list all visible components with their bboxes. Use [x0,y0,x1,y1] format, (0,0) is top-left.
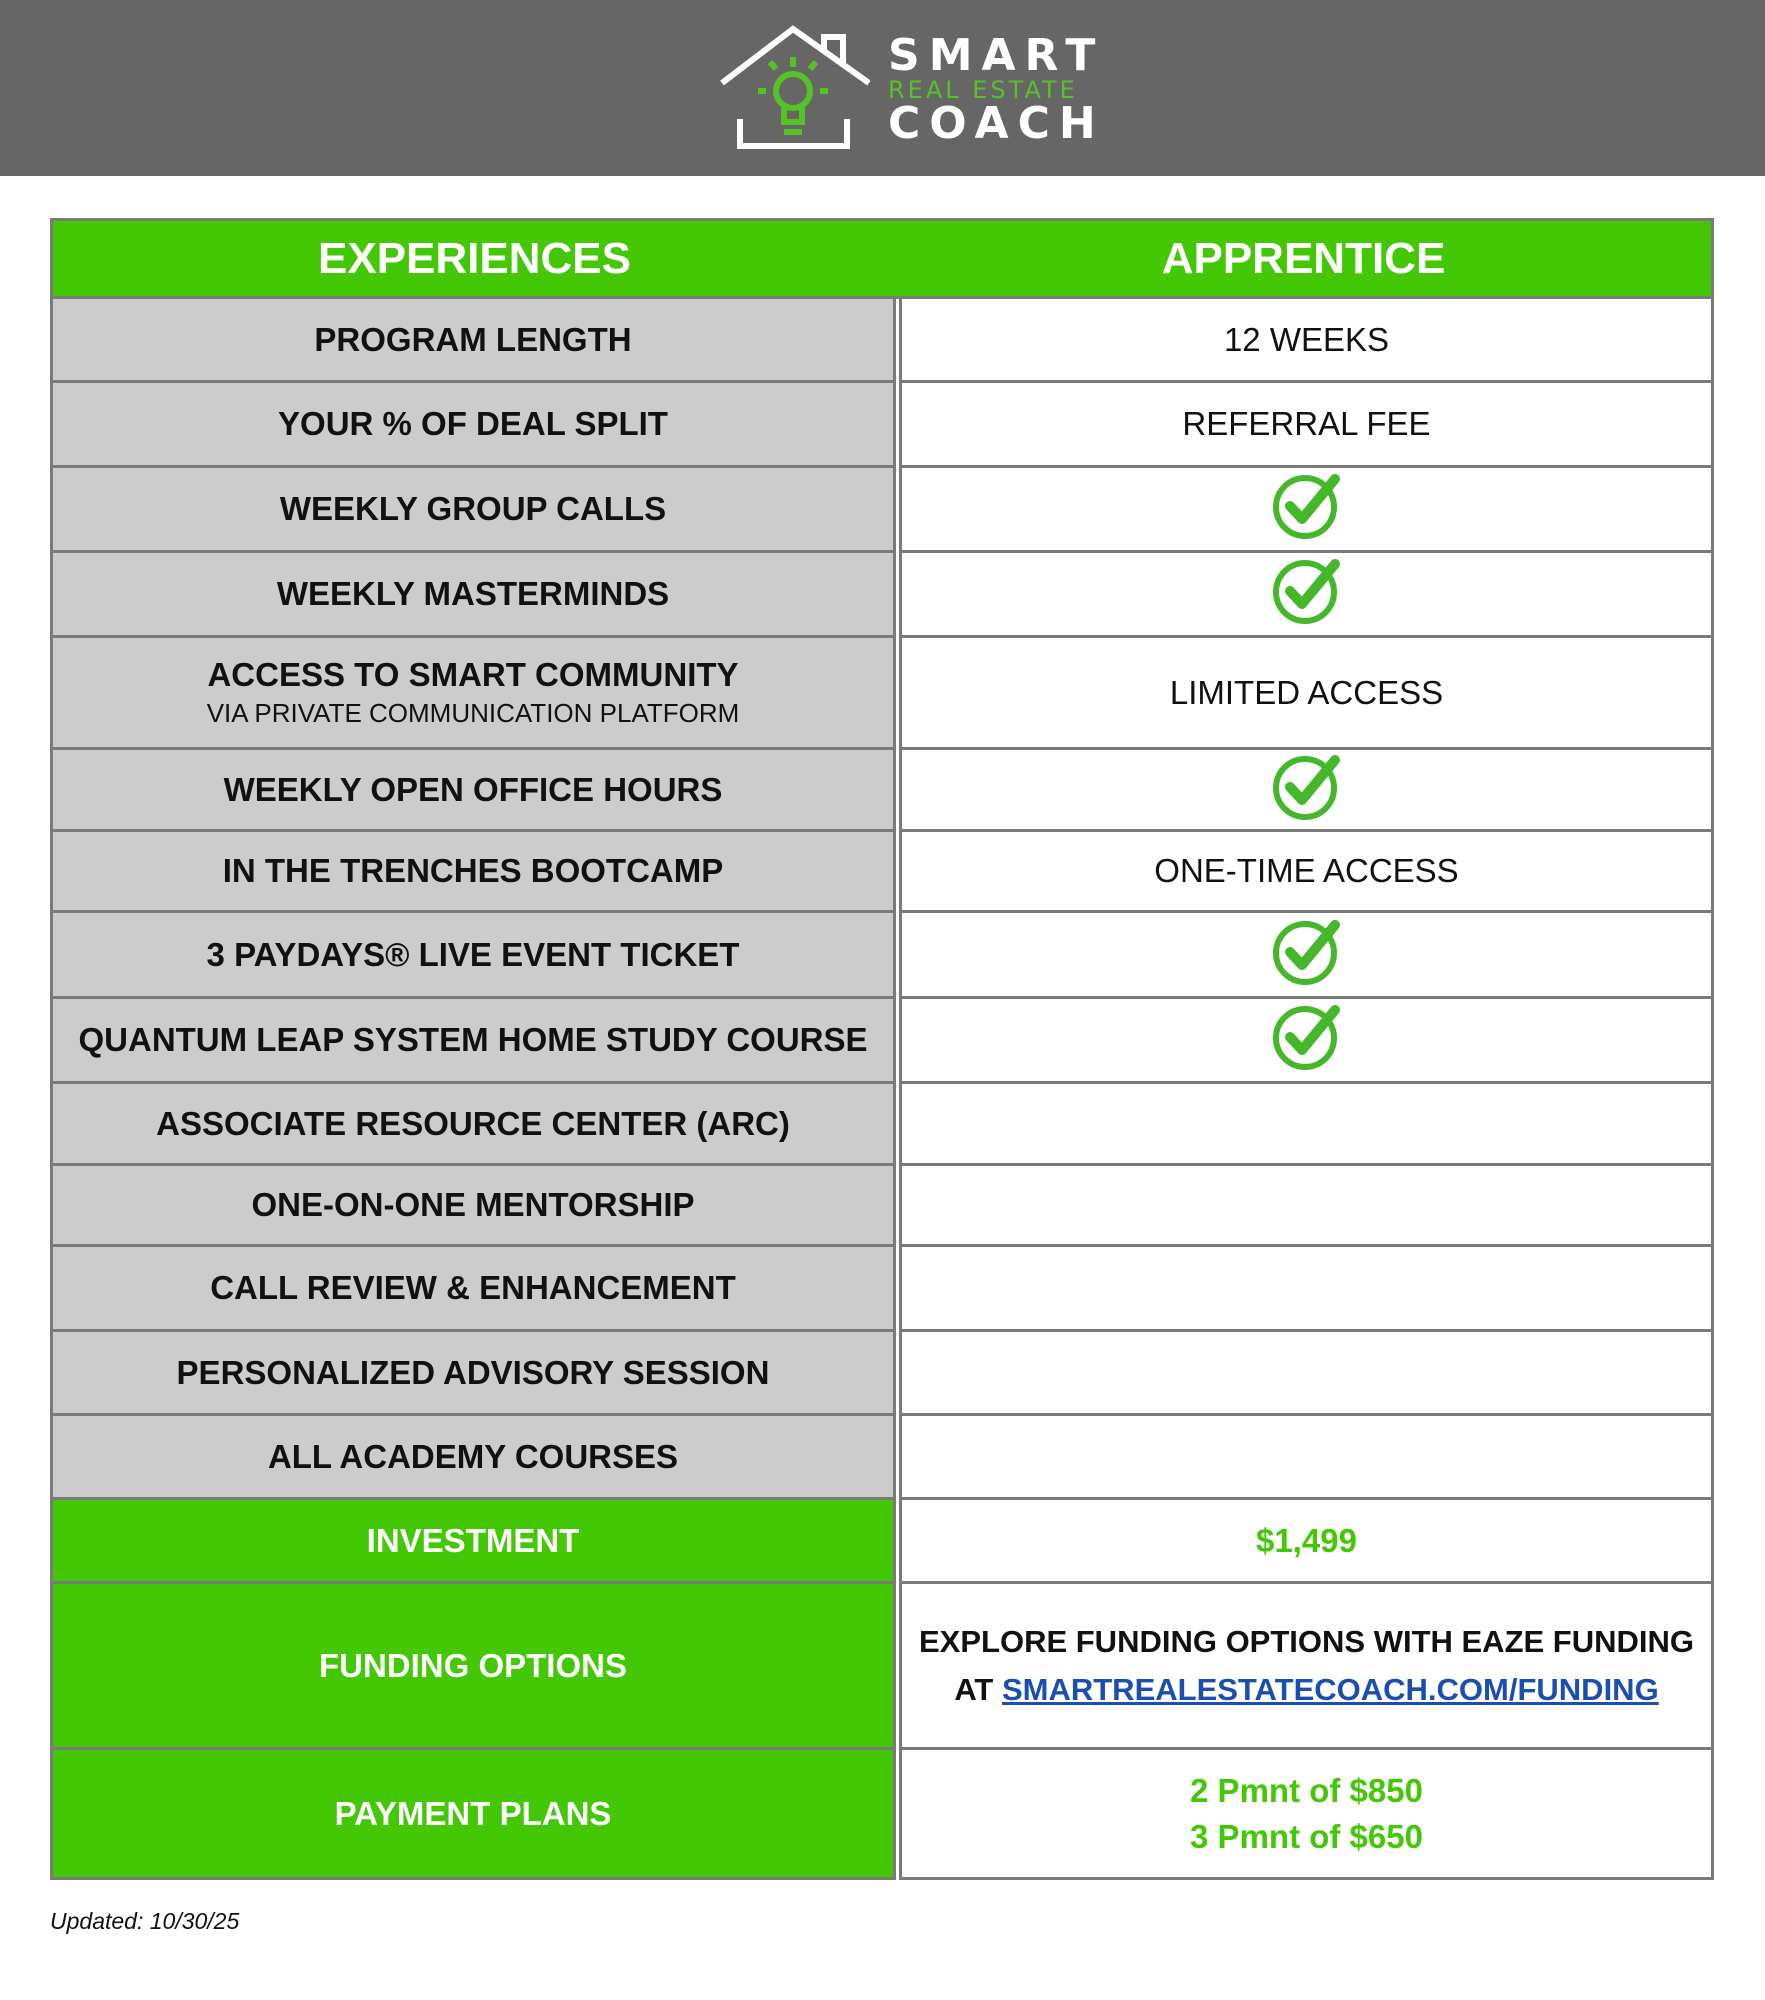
funding-text: EXPLORE FUNDING OPTIONS WITH EAZE FUNDING [918,1623,1694,1659]
apprentice-value-cell [899,296,1714,383]
payment-plan: 2 Pmnt of $850 [1190,1771,1423,1809]
investment-value-cell [899,1497,1714,1584]
table-row [50,1081,1714,1166]
funding-value-cell [899,1581,1714,1750]
feature-label: QUANTUM LEAP SYSTEM HOME STUDY COURSE [78,1021,868,1058]
feature-label: ASSOCIATE RESOURCE CENTER (ARC) [156,1104,790,1142]
payment-plan: 3 Pmnt of $650 [1190,1817,1423,1855]
apprentice-value-cell [899,1244,1714,1332]
feature-label: PERSONALIZED ADVISORY SESSION [176,1353,770,1391]
logo-real-estate: REAL ESTATE [888,76,1078,104]
check-circle-icon [1271,750,1343,830]
apprentice-value-cell [899,550,1714,638]
payment-plans-label-cell [50,1747,896,1880]
check-circle-icon [1271,469,1343,549]
logo-smart: SMART [888,30,1105,81]
table-row [50,996,1714,1084]
logo-coach: COACH [888,98,1105,149]
apprentice-value-cell [899,465,1714,553]
apprentice-value: ONE-TIME ACCESS [1154,852,1459,889]
funding-at: AT [954,1671,994,1707]
investment-label: INVESTMENT [366,1521,580,1559]
table-row [50,1329,1714,1416]
funding-link-line [954,1666,1658,1714]
apprentice-value-cell [899,1163,1714,1247]
feature-label-cell [50,747,896,832]
feature-label-cell [50,1081,896,1166]
column-header-experiences [50,218,896,299]
column-header-apprentice [896,218,1714,299]
feature-label: ACCESS TO SMART COMMUNITY [207,656,739,693]
feature-label: ALL ACADEMY COURSES [267,1437,679,1475]
apprentice-value: REFERRAL FEE [1182,405,1431,442]
check-circle-icon [1271,915,1343,995]
apprentice-value-cell [899,996,1714,1084]
table-row [50,1244,1714,1332]
feature-label: ONE-ON-ONE MENTORSHIP [251,1186,695,1223]
feature-label: YOUR % OF DEAL SPLIT [278,405,668,442]
feature-label-cell [50,829,896,913]
feature-label-cell [50,465,896,553]
apprentice-value-cell [899,1329,1714,1416]
header-bar [0,0,1765,176]
apprentice-value: LIMITED ACCESS [1169,673,1444,711]
header-label: APPRENTICE [1161,233,1446,283]
feature-label-cell [50,910,896,999]
apprentice-value-cell [899,910,1714,999]
payment-plans-value-cell [899,1747,1714,1880]
feature-label-cell [50,996,896,1084]
updated-date: Updated: 10/30/25 [50,1908,240,1934]
apprentice-value-cell [899,1081,1714,1166]
table-row [50,380,1714,468]
table-row [50,1163,1714,1247]
table-row [50,465,1714,553]
feature-label: WEEKLY MASTERMINDS [276,575,670,612]
feature-label: 3 PAYDAYS® LIVE EVENT TICKET [206,935,740,973]
feature-label-cell [50,1413,896,1500]
feature-label-cell [50,296,896,383]
feature-label-cell [50,550,896,638]
funding-label-cell [50,1581,896,1750]
table-row [50,296,1714,383]
feature-label: WEEKLY OPEN OFFICE HOURS [223,770,723,808]
feature-label-cell [50,1163,896,1247]
feature-label: WEEKLY GROUP CALLS [279,490,667,527]
check-circle-icon [1271,1000,1343,1080]
apprentice-value-cell [899,380,1714,468]
feature-label-cell [50,635,896,750]
table-row [50,550,1714,638]
payment-plans-label: PAYMENT PLANS [334,1794,612,1832]
funding-link[interactable]: SMARTREALESTATECOACH.COM/FUNDING [1001,1671,1659,1707]
table-row [50,218,1714,299]
table-row [50,829,1714,913]
table-row [50,635,1714,750]
logo [720,24,1105,154]
table-row [50,747,1714,832]
table-row [50,1413,1714,1500]
feature-label: CALL REVIEW & ENHANCEMENT [210,1269,736,1306]
apprentice-value-cell [899,635,1714,750]
feature-label-cell [50,380,896,468]
investment-price: $1,499 [1256,1521,1357,1559]
feature-label: IN THE TRENCHES BOOTCAMP [222,852,724,889]
funding-label: FUNDING OPTIONS [318,1646,627,1684]
feature-sublabel: VIA PRIVATE COMMUNICATION PLATFORM [206,698,740,728]
feature-label-cell [50,1329,896,1416]
table-row [50,1581,1714,1750]
feature-label-cell [50,1244,896,1332]
table-row [50,910,1714,999]
apprentice-value-cell [899,829,1714,913]
apprentice-value-cell [899,1413,1714,1500]
feature-label: PROGRAM LENGTH [314,320,632,358]
house-lightbulb-icon [720,24,870,149]
check-circle-icon [1271,554,1343,634]
table-row [50,1497,1714,1584]
header-label: EXPERIENCES [318,233,631,283]
table-row [50,1747,1714,1880]
apprentice-value-cell [899,747,1714,832]
investment-label-cell [50,1497,896,1584]
apprentice-value: 12 WEEKS [1223,320,1390,358]
